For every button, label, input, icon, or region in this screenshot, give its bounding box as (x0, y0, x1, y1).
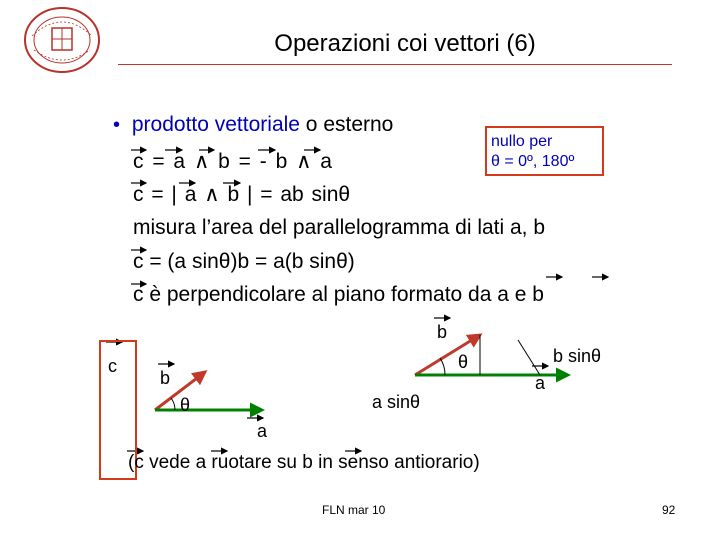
theta-label-left: θ (180, 395, 191, 415)
page-number: 92 (662, 503, 676, 517)
bullet-term: prodotto vettoriale (131, 113, 300, 136)
bullet-marker: • (113, 114, 121, 136)
cross-product-magnitude: c = | a ∧ b | = ab sinθ (133, 183, 351, 206)
perpendicular-statement: c è perpendicolare al piano formato da a e b (133, 283, 544, 306)
a-sin-theta-label: a sinθ (372, 392, 421, 412)
cross-product-definition: c = a ∧ b = - b ∧ a (133, 150, 332, 173)
a-label-right: a (535, 373, 546, 393)
rotation-caption: (c vede a ruotare su b in senso antiorario) (128, 452, 480, 473)
b-label-right: b (437, 322, 448, 342)
a-label-left: a (257, 421, 268, 441)
b-label-left: b (160, 368, 171, 388)
bullet-rest: o esterno (299, 113, 394, 136)
note-line-2: θ = 0º, 180º (491, 153, 575, 170)
sin-decomposition: c = (a sinθ)b = a(b sinθ) (133, 250, 355, 273)
slide-title: Operazioni coi vettori (6) (274, 30, 536, 57)
b-vector-arrow-right (415, 335, 480, 375)
b-sin-theta-label: b sinθ (553, 346, 602, 366)
theta-label-right: θ (458, 352, 469, 372)
theta-arc-left (171, 398, 175, 410)
note-line-1: nullo per (491, 133, 553, 150)
area-statement: misura l’area del parallelogramma di lati a, b (133, 216, 546, 239)
footer-text: FLN mar 10 (322, 503, 386, 517)
b-sin-line (518, 340, 540, 375)
c-label: c (108, 356, 117, 376)
